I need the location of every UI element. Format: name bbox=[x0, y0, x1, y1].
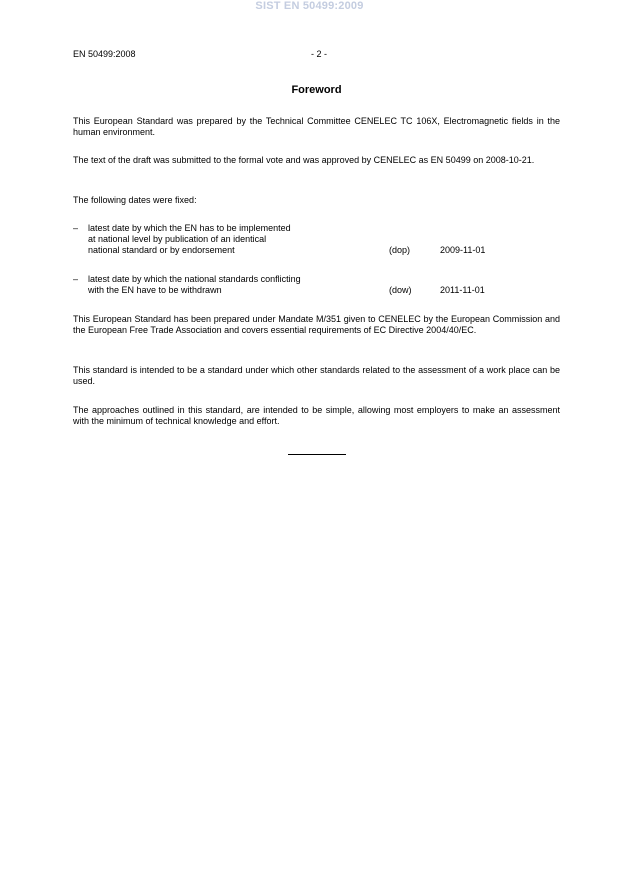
paragraph-dates-intro: The following dates were fixed: bbox=[73, 195, 197, 205]
date-item-line: national standard or by endorsement bbox=[88, 245, 235, 255]
page-number: - 2 - bbox=[311, 49, 328, 59]
list-dash: – bbox=[73, 274, 79, 284]
date-item-dow bbox=[73, 274, 560, 296]
page-header bbox=[73, 49, 560, 61]
end-rule bbox=[288, 454, 346, 455]
standard-number: EN 50499:2008 bbox=[73, 49, 136, 59]
date-item-line: with the EN have to be withdrawn bbox=[88, 285, 222, 295]
date-abbreviation: (dow) bbox=[389, 285, 412, 295]
date-abbreviation: (dop) bbox=[389, 245, 411, 255]
paragraph-mandate: This European Standard has been prepared under Mandate M/351 given to CENELEC by the European Commission and the European Free Trade Association and covers essential requirements of EC Directive 2004/40/EC. bbox=[73, 314, 560, 335]
date-item-line: latest date by which the EN has to be implemented bbox=[88, 223, 291, 233]
page-title: Foreword bbox=[291, 84, 342, 96]
date-item-text bbox=[88, 274, 378, 296]
date-item-dop bbox=[73, 223, 560, 256]
list-dash: – bbox=[73, 223, 79, 233]
watermark: SIST EN 50499:2009 bbox=[255, 0, 364, 12]
paragraph-approval: The text of the draft was submitted to the formal vote and was approved by CENELEC as EN 50499 on 2008-10-21. bbox=[73, 155, 535, 165]
paragraph-intent: This standard is intended to be a standard under which other standards related to the assessment of a work place can be used. bbox=[73, 365, 560, 386]
date-item-line: latest date by which the national standards conflicting bbox=[88, 274, 301, 284]
date-value: 2011-11-01 bbox=[440, 285, 485, 295]
date-value: 2009-11-01 bbox=[440, 245, 486, 255]
paragraph-committee: This European Standard was prepared by the Technical Committee CENELEC TC 106X, Electromagnetic fields in the human environment. bbox=[73, 116, 560, 137]
date-item-text bbox=[88, 223, 348, 256]
paragraph-approach: The approaches outlined in this standard, are intended to be simple, allowing most employers to make an assessment with the minimum of technical knowledge and effort. bbox=[73, 405, 560, 426]
date-item-line: at national level by publication of an identical bbox=[88, 234, 267, 244]
